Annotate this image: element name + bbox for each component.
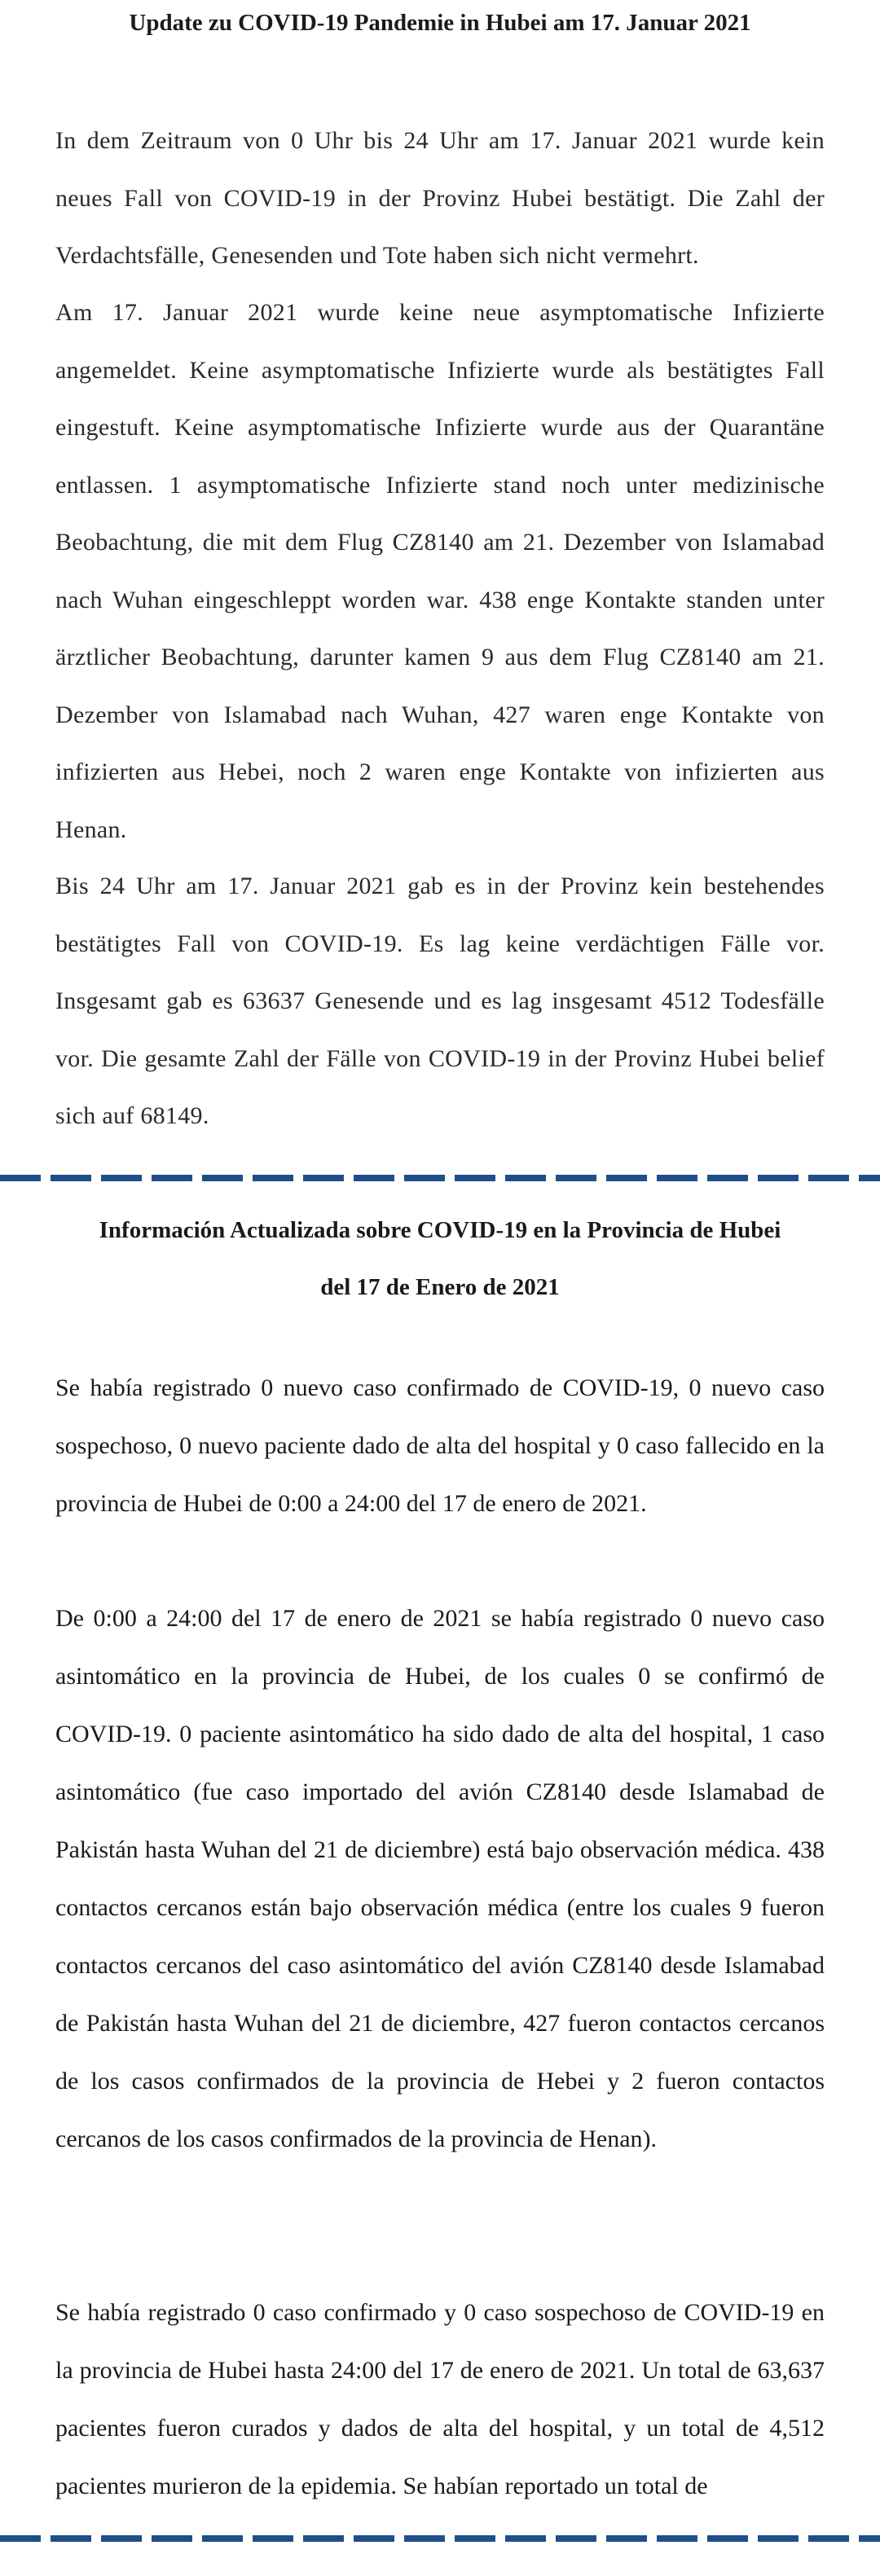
spanish-title-line-1: Información Actualizada sobre COVID-19 en la Provincia de Hubei [99,1217,781,1243]
spanish-section [0,1183,880,2543]
german-paragraph-2: Am 17. Januar 2021 wurde keine neue asymptomatische Infizierte angemeldet. Keine asymptomatische Infizierte wurde als bestätigtes Fall eingestuft. Keine asymptomatische Infizierte wurde aus der Quarantäne entlassen. 1 asymptomatische Infizierte stand noch unter medizinische Beobachtung, die mit dem Flug CZ8140 am 21. Dezember von Islamabad nach Wuhan eingeschleppt worden war. 438 enge Kontakte standen unter ärztlicher Beobachtung, darunter kamen 9 aus dem Flug CZ8140 am 21. Dezember von Islamabad nach Wuhan, 427 waren enge Kontakte von infizierten aus Hebei, noch 2 waren enge Kontakte von infizierten aus Henan. [55,299,825,843]
spanish-paragraph-2: De 0:00 a 24:00 del 17 de enero de 2021 se había registrado 0 nuevo caso asintomático en la provincia de Hubei, de los cuales 0 se confirmó de COVID-19. 0 paciente asintomático ha sido dado de alta del hospital, 1 caso asintomático (fue caso importado del avión CZ8140 desde Islamabad de Pakistán hasta Wuhan del 21 de diciembre) está bajo observación médica. 438 contactos cercanos están bajo observación médica (entre los cuales 9 fueron contactos cercanos del caso asintomático del avión CZ8140 desde Islamabad de Pakistán hasta Wuhan del 21 de diciembre, 427 fueron contactos cercanos de los casos confirmados de la provincia de Hebei y 2 fueron contactos cercanos de los casos confirmados de la provincia de Henan). [55,1605,825,2152]
section-divider-top [0,1175,880,1181]
section-divider-bottom [0,2535,880,2542]
german-title: Update zu COVID-19 Pandemie in Hubei am 17. Januar 2021 [129,10,751,36]
german-paragraph-3: Bis 24 Uhr am 17. Januar 2021 gab es in der Provinz kein bestehendes bestätigtes Fall von COVID-19. Es lag keine verdächtigen Fälle vor. Insgesamt gab es 63637 Genesende und es lag insgesamt 4512 Todesfälle vor. Die gesamte Zahl der Fälle von COVID-19 in der Provinz Hubei belief sich auf 68149. [55,873,825,1129]
german-section [0,0,880,1173]
spanish-title-line-2: del 17 de Enero de 2021 [320,1274,560,1300]
german-paragraph-1: In dem Zeitraum von 0 Uhr bis 24 Uhr am 17. Januar 2021 wurde kein neues Fall von COVID-19 in der Provinz Hubei bestätigt. Die Zahl der Verdachtsfälle, Genesenden und Tote haben sich nicht vermehrt. [55,127,825,269]
spanish-paragraph-1: Se había registrado 0 nuevo caso confirmado de COVID-19, 0 nuevo caso sospechoso, 0 nuevo paciente dado de alta del hospital y 0 caso fallecido en la provincia de Hubei de 0:00 a 24:00 del 17 de enero de 2021. [55,1374,825,1517]
spanish-paragraph-3: Se había registrado 0 caso confirmado y 0 caso sospechoso de COVID-19 en la provincia de Hubei hasta 24:00 del 17 de enero de 2021. Un total de 63,637 pacientes fueron curados y dados de alta del hospital, y un total de 4,512 pacientes murieron de la epidemia. Se habían reportado un total de [55,2299,825,2499]
